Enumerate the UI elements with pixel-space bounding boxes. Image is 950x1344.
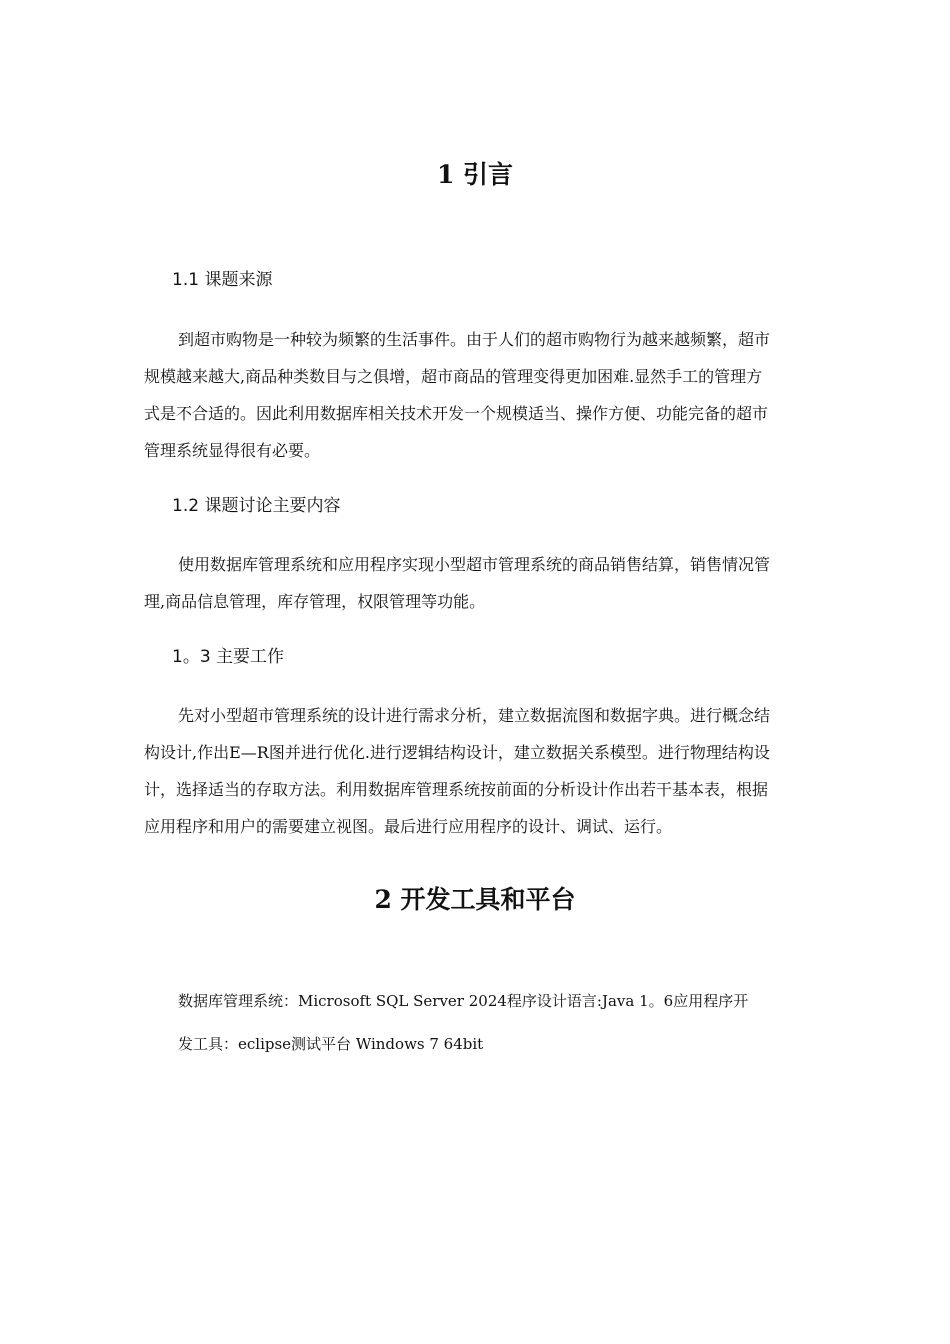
paragraph-line: 式是不合适的。因此利用数据库相关技术开发一个规模适当、操作方便、功能完备的超市 [144,404,769,423]
subsection-heading-main-work: 1。3 主要工作 [172,647,285,667]
paragraph-line: 到超市购物是一种较为频繁的生活事件。由于人们的超市购物行为越来越频繁，超市 [178,330,771,349]
paragraph-line: 规模越来越大,商品种类数目与之俱增，超市商品的管理变得更加困难.显然手工的管理方 [144,367,763,386]
paragraph-line: 理,商品信息管理，库存管理，权限管理等功能。 [144,592,486,611]
subsection-heading-main-content: 1.2 课题讨论主要内容 [172,496,341,516]
section-heading-introduction: 1 引言 [436,160,514,189]
subsection-heading-source: 1.1 课题来源 [172,270,273,290]
paragraph-line: 构设计,作出E—R图并进行优化.进行逻辑结构设计，建立数据关系模型。进行物理结构设 [144,743,770,762]
paragraph-tools [178,980,818,1066]
paragraph-line: 使用数据库管理系统和应用程序实现小型超市管理系统的商品销售结算，销售情况管 [178,555,771,574]
paragraph-line: 数据库管理系统：Microsoft SQL Server 2024程序设计语言:Java 1。6应用程序开 [178,992,749,1010]
paragraph-line: 先对小型超市管理系统的设计进行需求分析，建立数据流图和数据字典。进行概念结 [178,706,771,725]
paragraph-line: 管理系统显得很有必要。 [144,441,321,460]
paragraph-line: 计，选择适当的存取方法。利用数据库管理系统按前面的分析设计作出若干基本表，根据 [144,780,769,799]
section-heading-tools-platform: 2 开发工具和平台 [374,885,576,914]
paragraph-source [144,321,804,469]
paragraph-line: 应用程序和用户的需要建立视图。最后进行应用程序的设计、调试、运行。 [144,817,673,836]
paragraph-line: 发工具：eclipse测试平台 Windows 7 64bit [178,1035,484,1053]
paragraph-main-work [144,697,804,845]
paragraph-main-content [144,546,804,620]
